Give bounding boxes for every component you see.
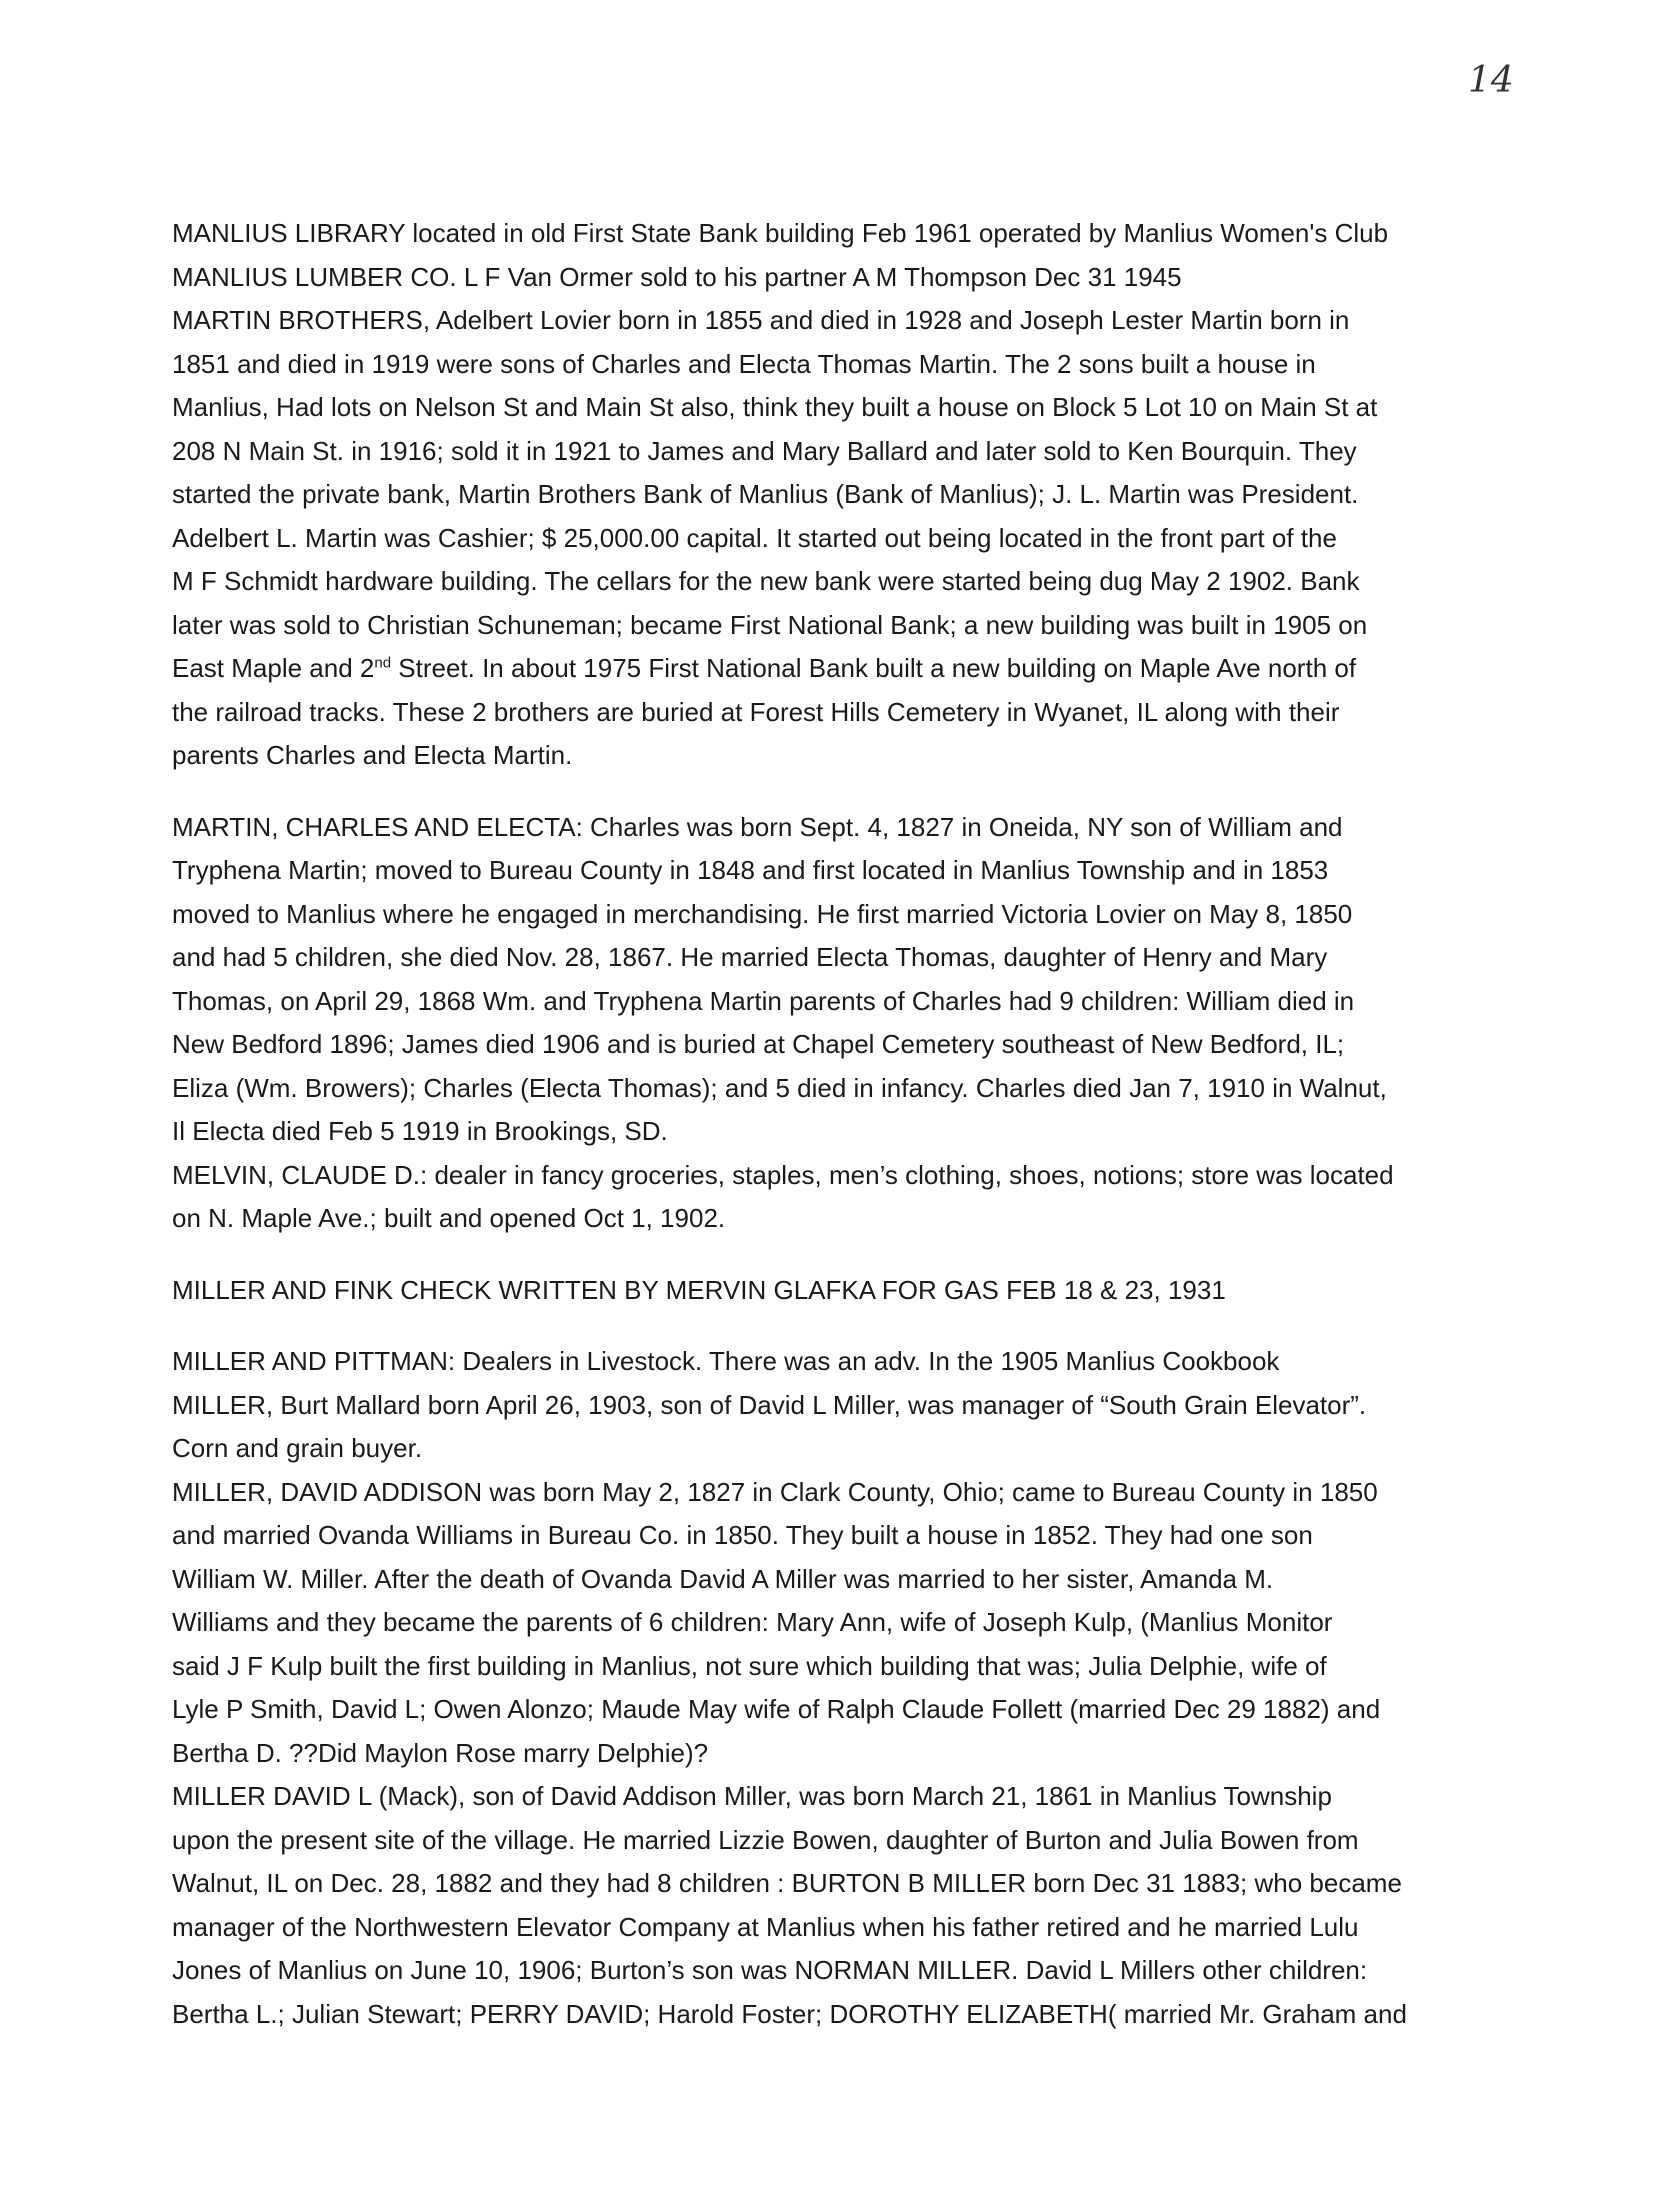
text-segment: Street. In about 1975 First National Bank built a new building on Maple Ave north of <box>391 653 1357 683</box>
text-line: Walnut, IL on Dec. 28, 1882 and they had 8 children : BURTON B MILLER born Dec 31 1883; who became <box>172 1868 1402 1898</box>
text-line: MANLIUS LIBRARY located in old First State Bank building Feb 1961 operated by Manlius Women's Club <box>172 218 1389 248</box>
ordinal-superscript: nd <box>374 654 392 672</box>
text-line: Eliza (Wm. Browers); Charles (Electa Thomas); and 5 died in infancy. Charles died Jan 7, 1910 in Walnut, <box>172 1072 1387 1103</box>
text-line: Jones of Manlius on June 10, 1906; Burton’s son was NORMAN MILLER. David L Millers other children: <box>172 1955 1368 1985</box>
paragraph-gap <box>172 1312 1462 1340</box>
text-line: Il Electa died Feb 5 1919 in Brookings, SD. <box>172 1116 668 1146</box>
text-line: Thomas, on April 29, 1868 Wm. and Tryphena Martin parents of Charles had 9 children: William died in <box>172 985 1355 1016</box>
text-segment: East Maple and 2 <box>172 653 375 683</box>
text-line: New Bedford 1896; James died 1906 and is buried at Chapel Cemetery southeast of New Bedford, IL; <box>172 1029 1345 1059</box>
paragraph-gap <box>172 1241 1462 1269</box>
text-line: MILLER AND PITTMAN: Dealers in Livestock. There was an adv. In the 1905 Manlius Cookbook <box>172 1346 1280 1376</box>
text-line: and married Ovanda Williams in Bureau Co. in 1850. They built a house in 1852. They had one son <box>172 1520 1313 1550</box>
text-line: MILLER AND FINK CHECK WRITTEN BY MERVIN GLAFKA FOR GAS FEB 18 & 23, 1931 <box>172 1274 1226 1305</box>
text-line: MARTIN, CHARLES AND ELECTA: Charles was born Sept. 4, 1827 in Oneida, NY son of William and <box>172 811 1343 842</box>
text-line: Lyle P Smith, David L; Owen Alonzo; Maude May wife of Ralph Claude Follett (married Dec 29 1882) and <box>172 1694 1381 1724</box>
paragraph <box>172 1269 1462 1313</box>
text-line: and had 5 children, she died Nov. 28, 1867. He married Electa Thomas, daughter of Henry and Mary <box>172 942 1328 972</box>
text-line: upon the present site of the village. He married Lizzie Bowen, daughter of Burton and Julia Bowen from <box>172 1824 1359 1855</box>
page-number: 14 <box>1468 60 1514 101</box>
paragraph <box>172 212 1462 778</box>
text-line <box>172 647 1462 691</box>
text-line: Williams and they became the parents of 6 children: Mary Ann, wife of Joseph Kulp, (Manlius Monitor <box>172 1607 1333 1637</box>
text-line: manager of the Northwestern Elevator Company at Manlius when his father retired and he married Lulu <box>172 1911 1359 1942</box>
text-line: Bertha L.; Julian Stewart; PERRY DAVID; Harold Foster; DOROTHY ELIZABETH( married Mr. Graham and <box>172 1998 1407 2029</box>
text-line: 1851 and died in 1919 were sons of Charles and Electa Thomas Martin. The 2 sons built a house in <box>172 348 1316 379</box>
text-line: parents Charles and Electa Martin. <box>172 740 573 770</box>
text-line: Adelbert L. Martin was Cashier; $ 25,000.00 capital. It started out being located in the front part of the <box>172 522 1337 553</box>
text-line: Corn and grain buyer. <box>172 1433 423 1463</box>
text-line: Tryphena Martin; moved to Bureau County in 1848 and first located in Manlius Township and in 1853 <box>172 855 1329 885</box>
paragraph <box>172 1340 1462 2036</box>
text-line: later was sold to Christian Schuneman; became First National Bank; a new building was built in 1905 on <box>172 609 1368 640</box>
text-line: started the private bank, Martin Brothers Bank of Manlius (Bank of Manlius); J. L. Martin was President. <box>172 479 1359 509</box>
paragraph-gap <box>172 778 1462 806</box>
text-line: moved to Manlius where he engaged in merchandising. He first married Victoria Lovier on May 8, 1850 <box>172 898 1353 929</box>
text-line: MARTIN BROTHERS, Adelbert Lovier born in 1855 and died in 1928 and Joseph Lester Martin born in <box>172 305 1350 335</box>
text-line: on N. Maple Ave.; built and opened Oct 1, 1902. <box>172 1203 726 1233</box>
text-line: Manlius, Had lots on Nelson St and Main St also, think they built a house on Block 5 Lot 10 on Main St at <box>172 392 1378 422</box>
text-line: MANLIUS LUMBER CO. L F Van Ormer sold to his partner A M Thompson Dec 31 1945 <box>172 261 1182 292</box>
document-body <box>172 212 1462 2036</box>
text-line: M F Schmidt hardware building. The cellars for the new bank were started being dug May 2 1902. Bank <box>172 566 1360 596</box>
text-line: MILLER, Burt Mallard born April 26, 1903, son of David L Miller, was manager of “South Grain Elevator”. <box>172 1389 1367 1420</box>
paragraph <box>172 806 1462 1241</box>
text-line: Bertha D. ??Did Maylon Rose marry Delphie)? <box>172 1737 709 1768</box>
text-line: MILLER DAVID L (Mack), son of David Addison Miller, was born March 21, 1861 in Manlius Township <box>172 1781 1332 1811</box>
text-line: 208 N Main St. in 1916; sold it in 1921 to James and Mary Ballard and later sold to Ken Bourquin. They <box>172 435 1357 466</box>
text-line: MELVIN, CLAUDE D.: dealer in fancy groceries, staples, men’s clothing, shoes, notions; store was located <box>172 1159 1394 1190</box>
text-line: said J F Kulp built the first building in Manlius, not sure which building that was; Julia Delphie, wife of <box>172 1650 1327 1681</box>
text-line: MILLER, DAVID ADDISON was born May 2, 1827 in Clark County, Ohio; came to Bureau County in 1850 <box>172 1476 1378 1507</box>
text-line: the railroad tracks. These 2 brothers are buried at Forest Hills Cemetery in Wyanet, IL along with their <box>172 696 1340 727</box>
text-line: William W. Miller. After the death of Ovanda David A Miller was married to her sister, Amanda M. <box>172 1563 1274 1594</box>
